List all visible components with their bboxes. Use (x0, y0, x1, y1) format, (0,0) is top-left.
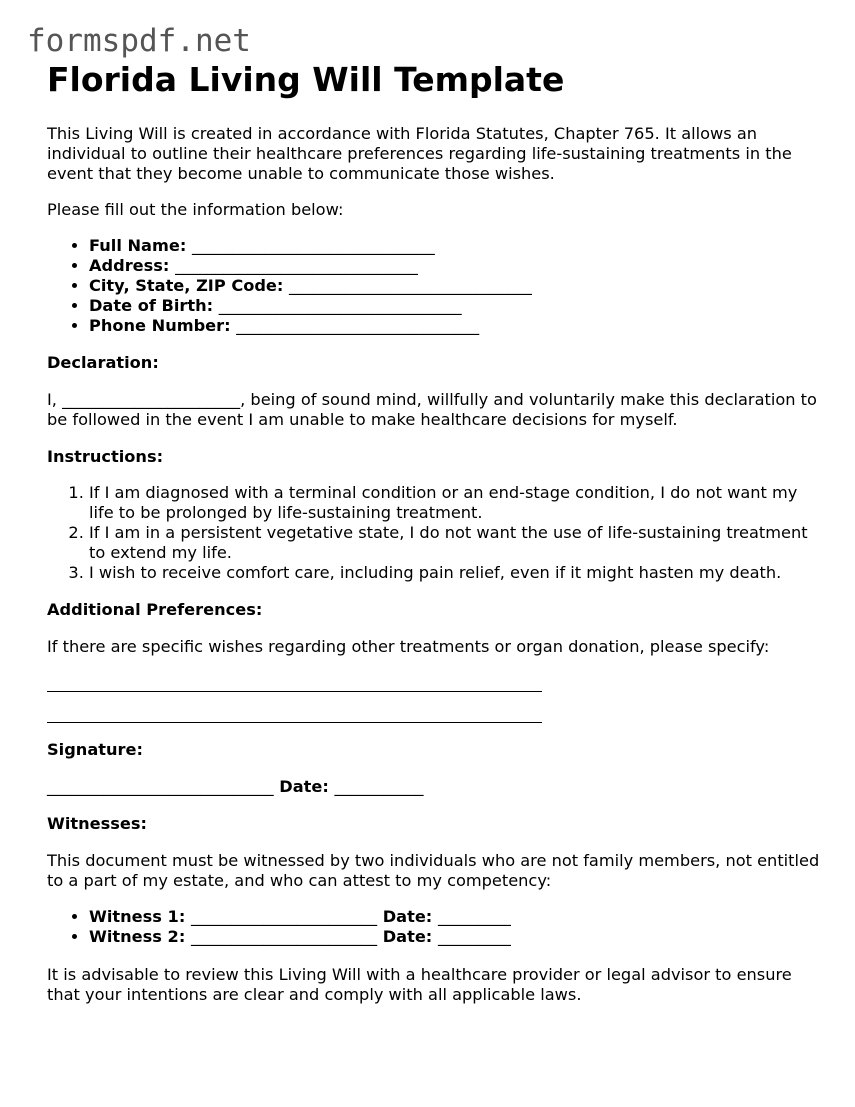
instructions-heading: Instructions: (47, 447, 164, 466)
witness-1 (89, 907, 827, 927)
witness-date-blank[interactable]: _________ (437, 907, 511, 926)
document-title: Florida Living Will Template (47, 60, 565, 99)
field-blank[interactable]: ______________________________ (191, 236, 435, 255)
instruction-item: 1. If I am diagnosed with a terminal condition or an end-stage condition, I do not want my life to be prolonged by life-sustaining treatment. (89, 483, 827, 523)
witness-date-blank[interactable]: _________ (437, 927, 511, 946)
instruction-item: 2. If I am in a persistent vegetative state, I do not want the use of life-sustaining treatment to extend my life. (89, 523, 827, 563)
witness-2 (89, 927, 827, 947)
instruction-item: 3. I wish to receive comfort care, including pain relief, even if it might hasten my death. (89, 563, 827, 583)
witnesses-list (47, 907, 827, 947)
witness-name-blank[interactable]: _______________________ (190, 907, 378, 926)
witness-date-label: Date: (382, 907, 433, 926)
watermark-logo: formspdf.net (27, 23, 251, 59)
document-page (47, 60, 827, 1005)
additional-preferences-heading: Additional Preferences: (47, 600, 263, 619)
field-city-state-zip (89, 276, 827, 296)
field-label: Full Name: (89, 236, 187, 255)
witness-label: Witness 1: (89, 907, 186, 926)
field-blank[interactable]: ______________________________ (236, 316, 480, 335)
witness-date-label: Date: (382, 927, 433, 946)
witnesses-text: This document must be witnessed by two individuals who are not family members, not entitled to a part of my estate, and who can attest to my competency: (47, 851, 820, 890)
field-phone-number (89, 316, 827, 336)
witnesses-heading: Witnesses: (47, 814, 148, 833)
signature-date-label: Date: (279, 777, 329, 796)
declaration-prefix: I, (47, 390, 63, 409)
personal-info-list (47, 236, 827, 336)
signature-date-blank[interactable]: ___________ (334, 777, 424, 796)
field-label: Address: (89, 256, 170, 275)
declaration-text: , being of sound mind, willfully and voluntarily make this declaration to be followed in the event I am unable to make healthcare decisions for myself. (47, 390, 817, 429)
field-full-name (89, 236, 827, 256)
preferences-blank-line-1[interactable] (47, 677, 542, 692)
signature-row (47, 777, 827, 797)
field-date-of-birth (89, 296, 827, 316)
field-label: Phone Number: (89, 316, 231, 335)
witness-label: Witness 2: (89, 927, 186, 946)
intro-paragraph: This Living Will is created in accordance with Florida Statutes, Chapter 765. It allows an individual to outline their healthcare preferences regarding life-sustaining treatments in the event that they become unable to communicate those wishes. (47, 124, 792, 183)
instructions-list (47, 483, 827, 583)
signature-blank[interactable]: ____________________________ (47, 777, 274, 796)
field-blank[interactable]: ______________________________ (218, 296, 462, 315)
declarant-name-blank[interactable]: ______________________ (62, 390, 241, 409)
declaration-heading: Declaration: (47, 353, 159, 372)
field-blank[interactable]: ______________________________ (289, 276, 532, 295)
field-label: City, State, ZIP Code: (89, 276, 284, 295)
field-blank[interactable]: ______________________________ (175, 256, 418, 275)
declaration-paragraph (47, 390, 827, 430)
preferences-blank-line-2[interactable] (47, 708, 542, 723)
signature-heading: Signature: (47, 740, 143, 759)
witness-name-blank[interactable]: _______________________ (190, 927, 378, 946)
field-address (89, 256, 827, 276)
closing-paragraph: It is advisable to review this Living Will with a healthcare provider or legal advisor to ensure that your intentions are clear and comply with all applicable laws. (47, 965, 792, 1004)
fill-instructions: Please fill out the information below: (47, 200, 344, 219)
additional-preferences-text: If there are specific wishes regarding other treatments or organ donation, please specify: (47, 637, 770, 656)
field-label: Date of Birth: (89, 296, 214, 315)
